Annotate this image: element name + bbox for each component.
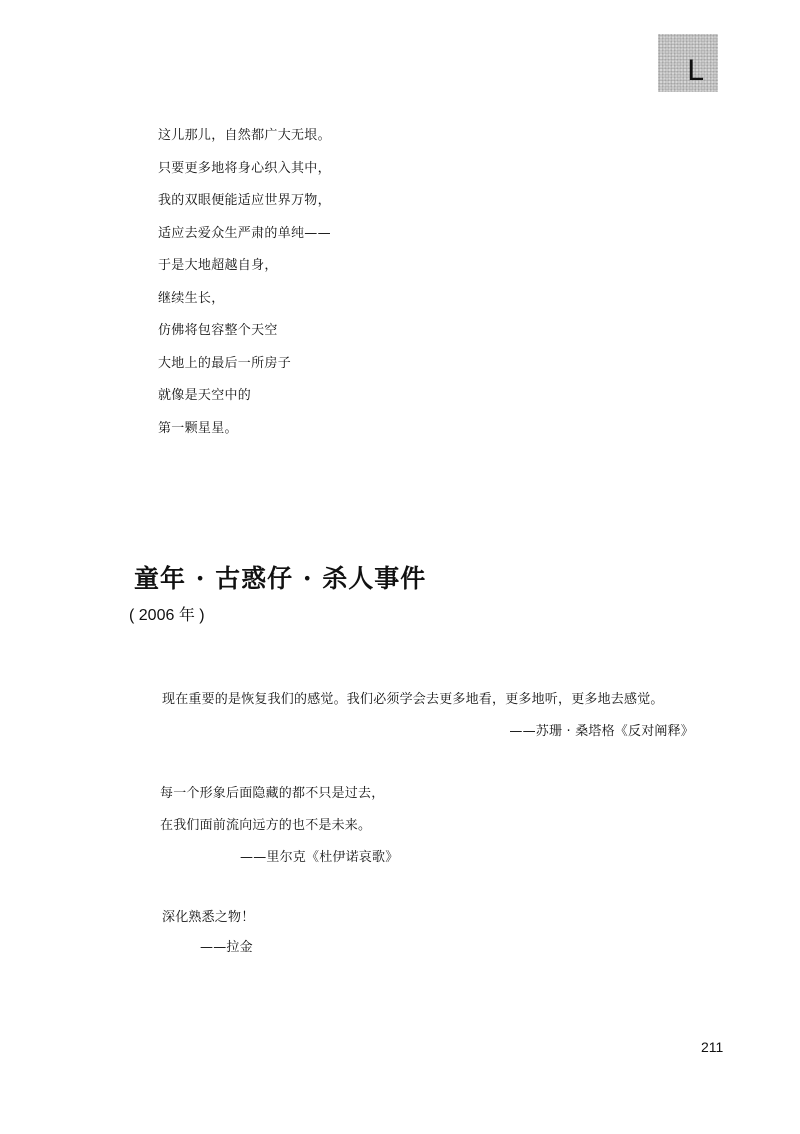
poem-line: 只要更多地将身心织入其中， <box>158 160 331 176</box>
section-letter: L <box>687 54 704 87</box>
poem-line: 适应去爱众生严肃的单纯—— <box>158 225 331 241</box>
poem-line: 这儿那儿，自然都广大无垠。 <box>158 128 331 143</box>
page-number: 211 <box>701 1039 724 1055</box>
chapter-year: ( 2006 年 ) <box>129 607 205 624</box>
epigraph-rilke-attribution: ——里尔克《杜伊诺哀歌》 <box>240 850 399 865</box>
poem-excerpt <box>158 120 331 445</box>
epigraph-sontag-attribution: ——苏珊 · 桑塔格《反对阐释》 <box>509 724 694 739</box>
epigraph-rilke-line-1: 每一个形象后面隐藏的都不只是过去， <box>160 786 385 801</box>
epigraph-sontag-text: 现在重要的是恢复我们的感觉。我们必须学会去更多地看，更多地听，更多地去感觉。 <box>162 692 664 707</box>
poem-line: 于是大地超越自身， <box>158 258 278 273</box>
epigraph-rilke-line-2: 在我们面前流向远方的也不是未来。 <box>160 818 372 833</box>
poem-line: 我的双眼便能适应世界万物， <box>158 193 331 208</box>
poem-line: 就像是天空中的 <box>158 388 252 403</box>
epigraph-larkin-attribution: ——拉金 <box>200 940 253 955</box>
poem-line: 第一颗星星。 <box>158 420 238 436</box>
chapter-title: 童年 · 古惑仔 · 杀人事件 <box>134 564 427 593</box>
poem-line: 大地上的最后一所房子 <box>158 355 292 371</box>
epigraph-larkin-text: 深化熟悉之物！ <box>162 910 255 925</box>
section-tab <box>658 34 718 92</box>
poem-line: 仿佛将包容整个天空 <box>158 323 278 338</box>
poem-line: 继续生长， <box>158 290 225 306</box>
